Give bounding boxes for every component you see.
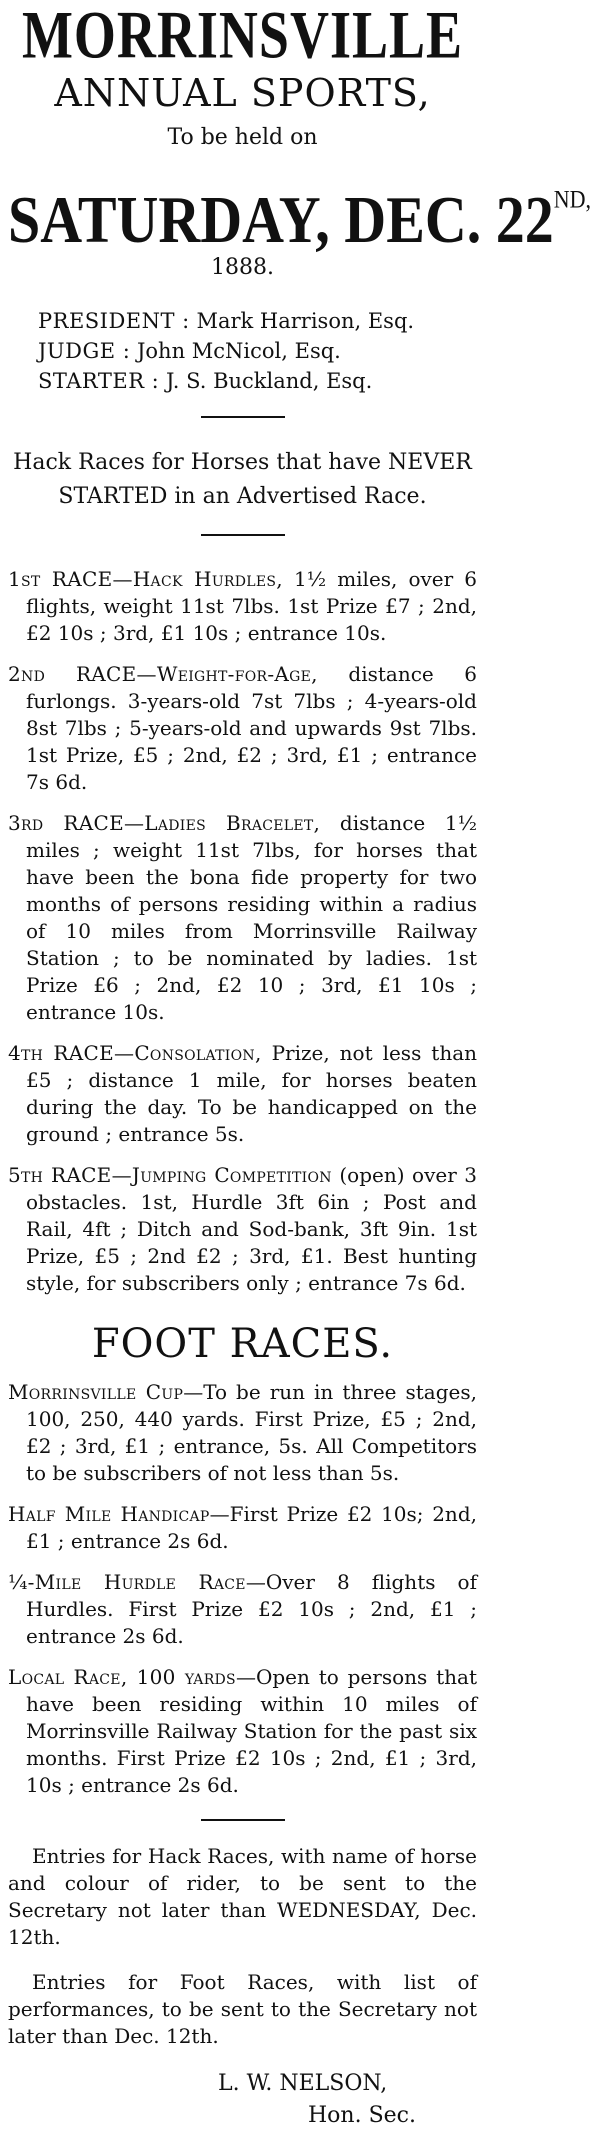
- race-heading: 4th RACE—Consolation,: [8, 1041, 262, 1065]
- race-heading: 5th RACE—Jumping Competition: [8, 1163, 332, 1187]
- event-date: [8, 164, 591, 258]
- race-text: distance 6 furlongs. 3-years-old 7st 7lbs ; 4-years-old 8st 7lbs ; 5-years-old and upwards 9st 7lbs. 1st Prize, £5 ; 2nd, £2 ; 3rd, £1 ; entrance 7s 6d.: [26, 662, 477, 794]
- race-text: —Open to persons that have been residing within 10 miles of Morrinsville Railway Station for the past six months. First Prize £2 10s ; 2nd, £1 ; 3rd, 10s ; entrance 2s 6d.: [26, 1665, 477, 1797]
- race-heading: Morrinsville Cup: [8, 1380, 184, 1404]
- race-heading: 1st RACE—Hack Hurdles,: [8, 567, 283, 591]
- foot-race-entry: [8, 1379, 477, 1487]
- foot-race-entry: [8, 1569, 477, 1650]
- entry-notes: [8, 1843, 477, 2050]
- official-judge: [38, 336, 477, 366]
- race-heading: Local Race, 100 yards: [8, 1665, 236, 1689]
- divider: [201, 416, 285, 418]
- held-line: To be held on: [167, 125, 318, 150]
- hack-races-intro: Hack Races for Horses that have NEVER STARTED in an Advertised Race.: [13, 450, 472, 509]
- race-text: (open) over 3 obstacles. 1st, Hurdle 3ft 6in ; Post and Rail, 4ft ; Ditch and Sod-bank, 3ft 9in. 1st Prize, £5 ; 2nd £2 ; 3rd, £1. Best hunting style, for subscribers only ; entrance 7s 6d.: [26, 1163, 478, 1295]
- official-name: Mark Harrison, Esq.: [196, 309, 415, 333]
- race-heading: Half Mile Handicap: [8, 1502, 210, 1526]
- official-role: JUDGE :: [38, 339, 131, 363]
- official-role: PRESIDENT :: [38, 309, 190, 333]
- secretary-name: L. W. NELSON,: [218, 2071, 388, 2096]
- divider: [201, 1819, 285, 1821]
- hack-races-list: [8, 566, 477, 1297]
- race-heading: 2nd RACE—Weight-for-Age,: [8, 662, 318, 686]
- race-text: distance 1½ miles ; weight 11st 7lbs, for horses that have been the bona fide property for two months of persons residing within a radius of 10 miles from Morrinsville Railway Station ; to be nominated by ladies. 1st Prize £6 ; 2nd, £2 10 ; 3rd, £1 10s ; entrance 10s.: [26, 811, 478, 1024]
- race-heading: ¼-Mile Hurdle Race: [8, 1570, 246, 1594]
- race-heading: 3rd RACE—Ladies Bracelet,: [8, 811, 321, 835]
- officials-list: [8, 306, 477, 396]
- official-name: J. S. Buckland, Esq.: [165, 369, 373, 393]
- foot-races-heading: FOOT RACES.: [91, 1321, 394, 1367]
- foot-race-entry: [8, 1501, 477, 1555]
- secretary-title: Hon. Sec.: [308, 2103, 416, 2128]
- foot-race-entry: [8, 1664, 477, 1799]
- event-subtitle: ANNUAL SPORTS,: [54, 71, 431, 115]
- official-role: STARTER :: [38, 369, 160, 393]
- event-title: MORRINSVILLE: [21, 0, 464, 73]
- race-text: Prize, not less than £5 ; distance 1 mile, for horses beaten during the day. To be handicapped on the ground ; entrance 5s.: [26, 1041, 477, 1146]
- foot-races-list: [8, 1379, 477, 1799]
- race-entry: [8, 1162, 477, 1297]
- race-text: 1½ miles, over 6 flights, weight 11st 7lbs. 1st Prize £7 ; 2nd, £2 10s ; 3rd, £1 10s ; entrance 10s.: [26, 567, 477, 645]
- race-text: —To be run in three stages, 100, 250, 440 yards. First Prize, £5 ; 2nd, £2 ; 3rd, £1 ; entrance, 5s. All Competitors to be subscribers of not less than 5s.: [26, 1380, 477, 1485]
- official-name: John McNicol, Esq.: [137, 339, 341, 363]
- event-year: 1888.: [211, 255, 274, 280]
- entry-note-foot: Entries for Foot Races, with list of performances, to be sent to the Secretary not later than Dec. 12th.: [8, 1970, 477, 2048]
- entry-note-hack: Entries for Hack Races, with name of horse and colour of rider, to be sent to the Secretary not later than WEDNESDAY, Dec. 12th.: [8, 1844, 477, 1949]
- race-entry: [8, 810, 477, 1026]
- event-date-suffix: ND,: [553, 184, 591, 214]
- race-text: —First Prize £2 10s; 2nd, £1 ; entrance 2s 6d.: [26, 1502, 477, 1553]
- race-text: —Over 8 flights of Hurdles. First Prize £2 10s ; 2nd, £1 ; entrance 2s 6d.: [26, 1570, 477, 1648]
- divider: [201, 534, 285, 536]
- official-president: [38, 306, 477, 336]
- race-entry: [8, 661, 477, 796]
- official-starter: [38, 366, 477, 396]
- event-date-main: SATURDAY, DEC. 22: [8, 182, 554, 258]
- race-entry: [8, 1040, 477, 1148]
- race-entry: [8, 566, 477, 647]
